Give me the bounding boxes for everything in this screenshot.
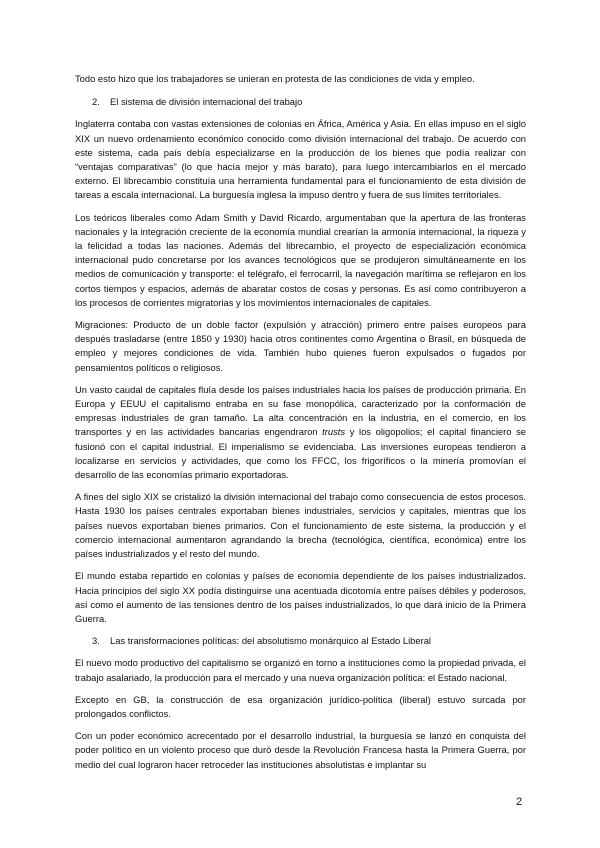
section-number: 2. xyxy=(92,96,100,108)
text-segment: y los oligopolios; el capital financiero se fusionó con el capital industrial. El imperialismo se evidenciaba. Las inversiones europeas tendieron a localizarse en servicios y actividades, que como los FFCC, los frigoríficos o la minería promovían el desarrollo de las economías primario exportadoras. xyxy=(75,426,527,481)
page-number: 2 xyxy=(516,796,523,808)
italic-term: trusts xyxy=(322,426,346,438)
paragraph-teoricos: Los teóricos liberales como Adam Smith y David Ricardo, argumentaban que la apertura de las fronteras nacionales y la integración creciente de la economía mundial crearían la armonía internacional, la riqueza y la felicidad a todas las naciones. Además del librecambio, el proyecto de especialización económica internacional pudo concretarse por los avances tecnológicos que se produjeron simultáneamente en los medios de comunicación y transporte: el telégrafo, el ferrocarril, la navegación marítima se reflejaron en los cortos tiempos y espacios, además de abaratar costos de cosas y personas. Es así como contribuyeron a los procesos de corrientes migratorias y los movimientos internacionales de capitales. xyxy=(75,211,526,308)
section-number: 3. xyxy=(92,635,100,647)
paragraph-capitales xyxy=(75,383,526,482)
paragraph-modo-productivo: El nuevo modo productivo del capitalismo se organizó en torno a instituciones como la propiedad privada, el trabajo asalariado, la producción para el mercado y una nueva organización política: el Estado nacional. xyxy=(75,657,526,683)
paragraph-fines-siglo: A fines del siglo XIX se cristalizó la división internacional del trabajo como consecuencia de estos procesos. Hasta 1930 los países centrales exportaban bienes industriales, servicios y capitales, mientras que los países nuevos exportaban bienes primarios. Con el funcionamiento de este sistema, la producción y el comercio internacional aumentaron agrandando la brecha (tecnológica, científica, económica) entre los países industrializados y el resto del mundo. xyxy=(75,491,526,560)
section-heading-3 xyxy=(92,634,526,648)
section-title: Las transformaciones políticas: del absolutismo monárquico al Estado Liberal xyxy=(110,635,432,647)
paragraph-excepto-gb: Excepto en GB, la construcción de esa organización jurídico-política (liberal) estuvo surcada por prolongados conflictos. xyxy=(75,693,526,719)
section-heading-2 xyxy=(92,95,526,109)
paragraph-inglaterra: Inglaterra contaba con vastas extensiones de colonias en África, América y Asia. En ellas impuso en el siglo XIX un nuevo ordenamiento económico conocido como división internacional del trabajo. De acuerdo con este sistema, cada país debía especializarse en la producción de los bienes que podía realizar con “ventajas comparativas” (lo que hacía mejor y más barato), para luego intercambiarlos en el mercado externo. El librecambio constituía una herramienta fundamental para el funcionamiento de esta división de tareas a escala internacional. La burguesía inglesa la impuso dentro y fuera de sus límites territoriales. xyxy=(75,118,526,201)
document-body xyxy=(75,72,526,780)
paragraph-intro: Todo esto hizo que los trabajadores se unieran en protesta de las condiciones de vida y empleo. xyxy=(75,73,475,84)
paragraph-migraciones: Migraciones: Producto de un doble factor (expulsión y atracción) primero entre países europeos para después trasladarse (entre 1850 y 1930) hacia otros continentes como Argentina o Brasil, en búsqueda de empleo y mejores condiciones de vida. También hubo quienes fueron expulsados o fugados por pensamientos políticos o religiosos. xyxy=(75,319,526,373)
paragraph-mundo: El mundo estaba repartido en colonias y países de economía dependiente de los países industrializados. Hacia principios del siglo XX podía distinguirse una acentuada dicotomía entre países débiles y poderosos, así como el aumento de las tensiones dentro de los países industrializados, lo que dará inicio de la Primera Guerra. xyxy=(75,570,526,624)
text-segment: Un vasto caudal de capitales fluía desde los países industriales hacia los países de producción primaria. En Europa y EEUU el capitalismo entraba en su fase monopólica, caracterizado por la conformación de empresas industriales de gran tamaño. La alta concentración en la industria, en el comercio, en los transportes y en las actividades bancarias engendraron xyxy=(75,383,526,438)
paragraph-poder-economico: Con un poder económico acrecentado por el desarrollo industrial, la burguesía se lanzó en conquista del poder político en un violento proceso que duró desde la Revolución Francesa hasta la Primera Guerra, por medio del cual lograron hacer retroceder las instituciones absolutistas e implantar su xyxy=(75,730,526,770)
section-title: El sistema de división internacional del trabajo xyxy=(110,96,303,108)
